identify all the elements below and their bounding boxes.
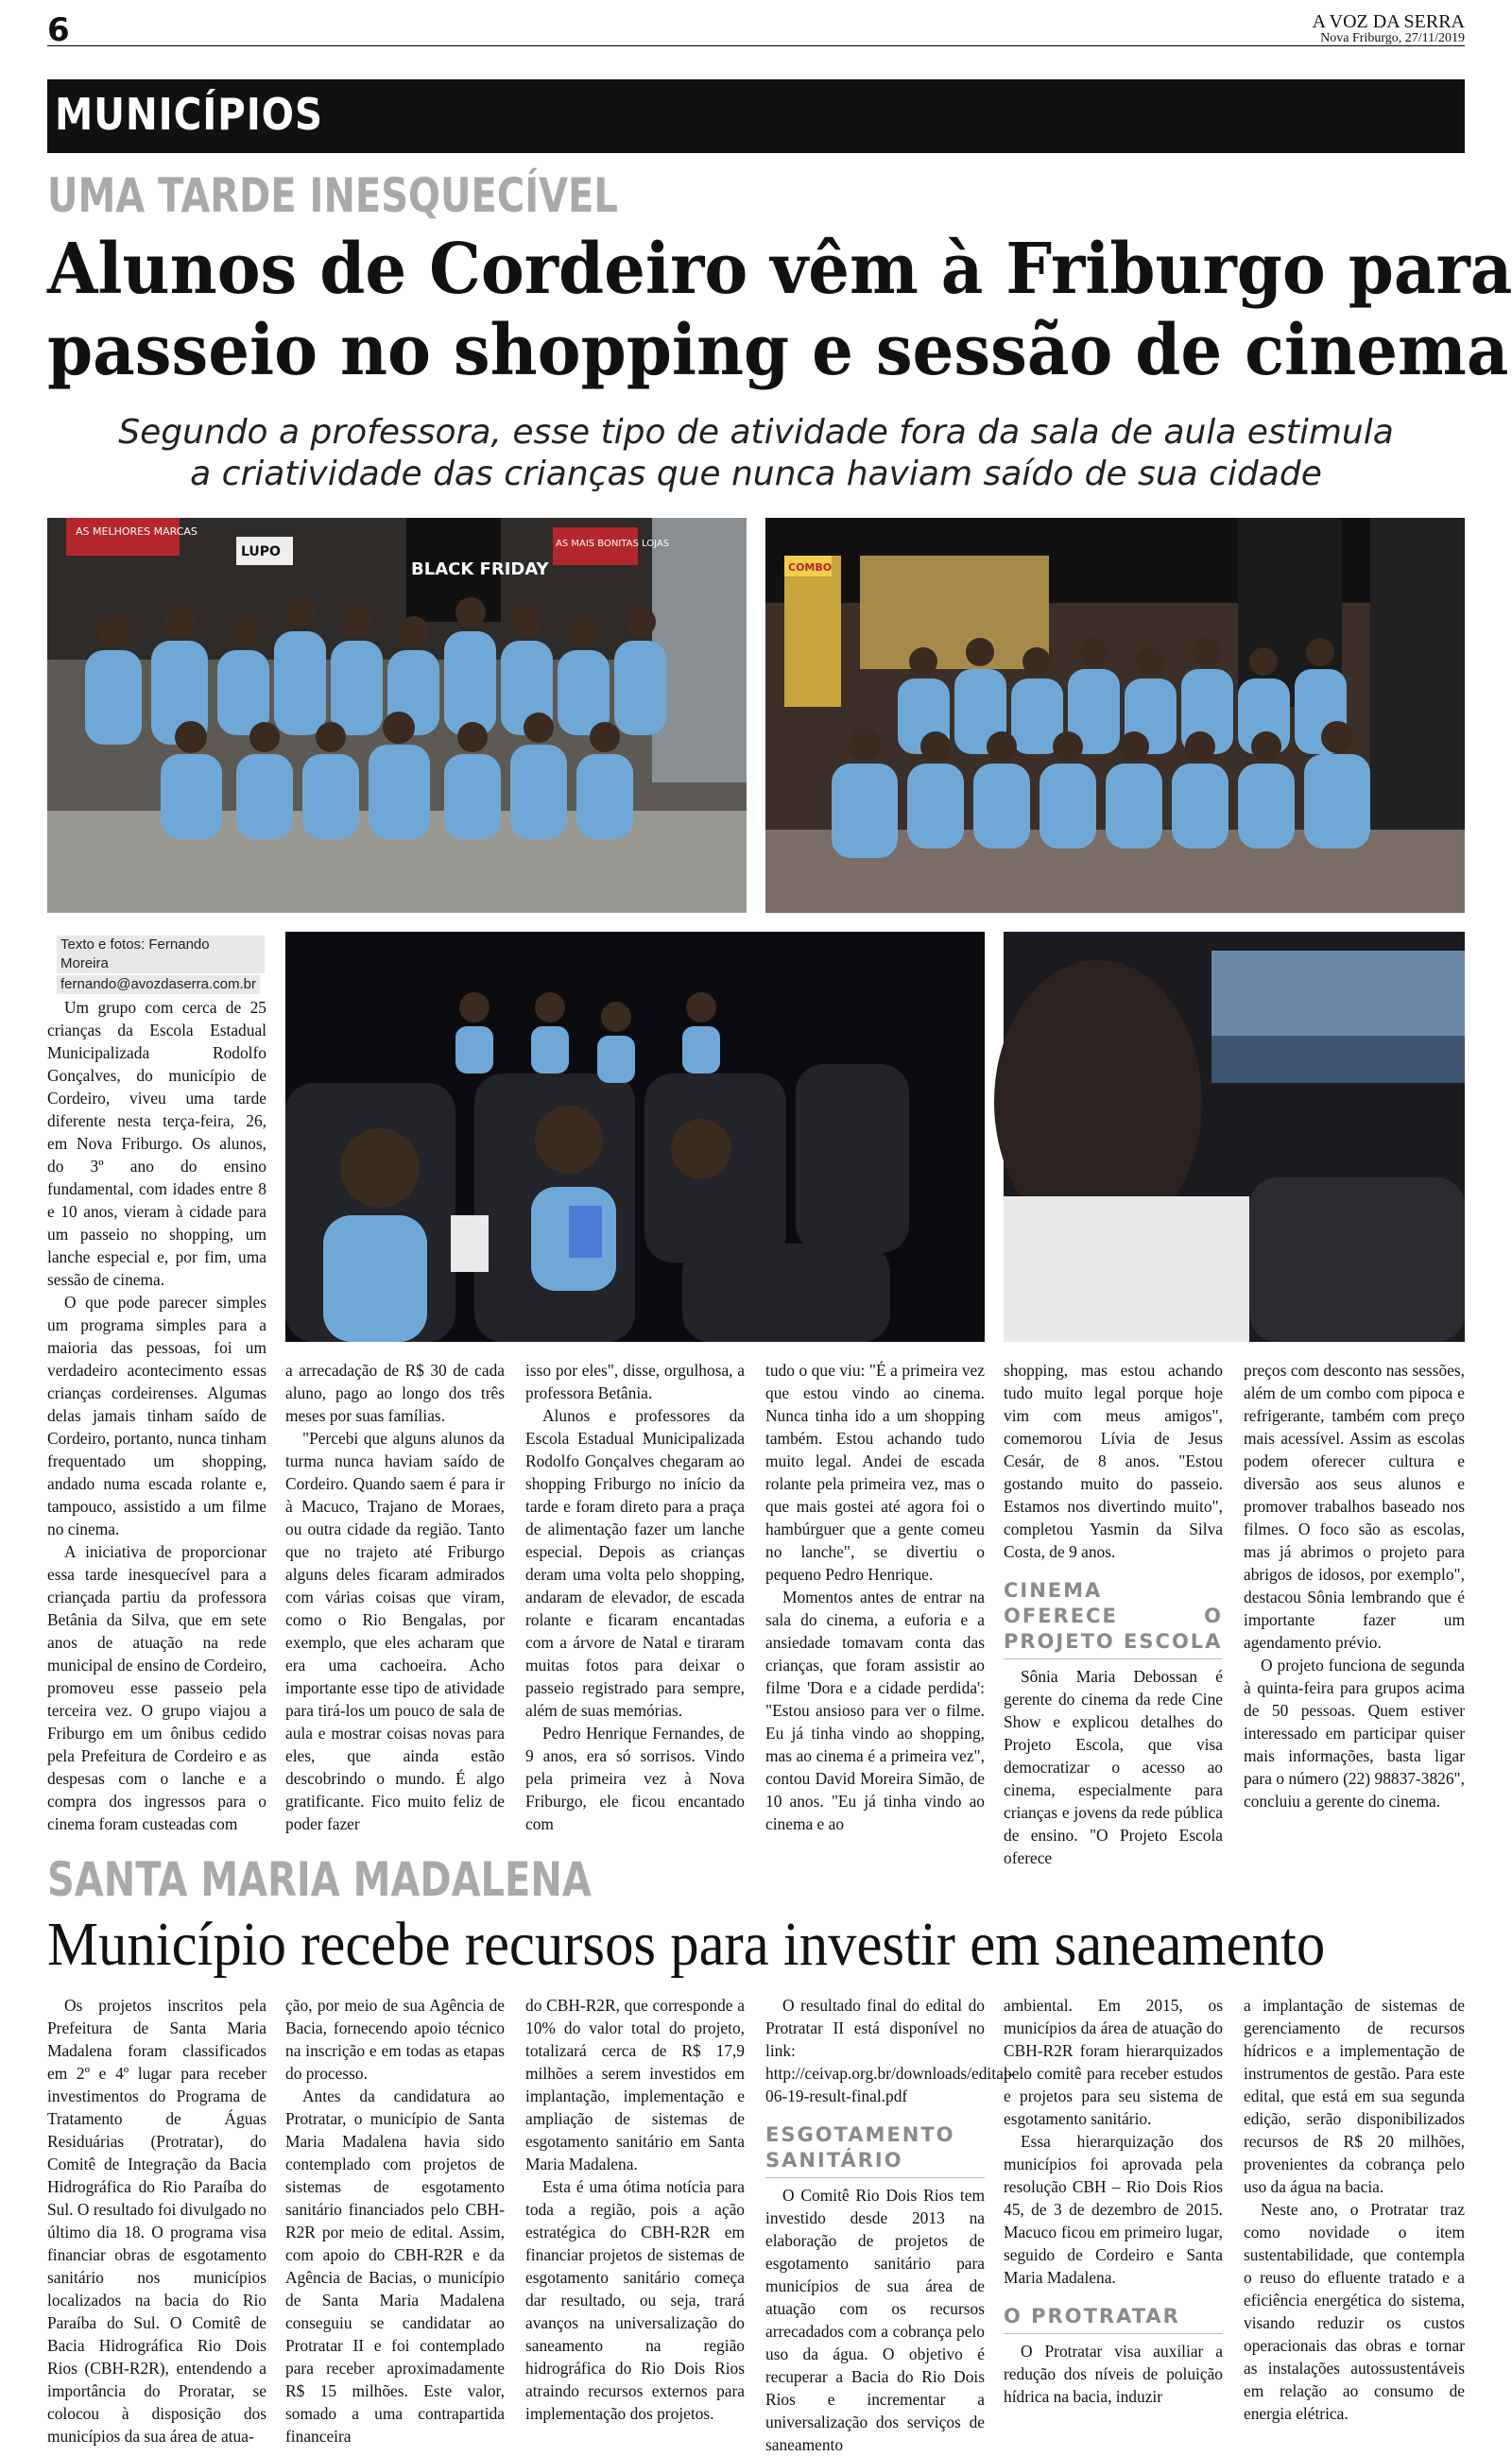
paragraph: O Comitê Rio Dois Rios tem investido desde 2013 na elaboração de projetos de esgotamento sanitário para municípios de sua área de atuação com os recursos arrecadados com a cobrança pelo uso da água. O objetivo é recuperar a Bacia do Rio Dois Rios e incrementar a universalização dos serviços de saneamento — [765, 2186, 985, 2454]
photo-group-cinema-lobby-image — [765, 518, 1465, 913]
paragraph: O que pode parecer simples um programa simples para a maioria das pessoas, foi um verdadeiro acontecimento essas crianças cordeirenses. Algumas delas jamais tinham saído de Cordeiro, portanto, nunca tinham frequentado um shopping, andado numa escada rolante e, tampouco, assistido a um filme no cinema. — [47, 1293, 266, 1538]
article2-column-2 — [285, 1994, 505, 2447]
paragraph: Os projetos inscritos pela Prefeitura de Santa Maria Madalena foram classificados em 2º e 4º lugar para receber investimentos do Programa de Tratamento de Águas Residuárias (Protratar), do Comitê de Integração da Bacia Hidrográfica do Rio Paraíba do Sul. O resultado foi divulgado no último dia 18. O programa visa financiar obras de esgotamento sanitário nos municípios localizados na bacia do Rio Paraíba do Sul. O Comitê de Bacia Hidrográfica Rio Dois Rios (CBH-R2R), entendendo a importância do Proratar, se colocou à disposição dos municípios da sua área de atua- — [47, 1996, 266, 2446]
sign-lojas: AS MAIS BONITAS LOJAS — [556, 539, 670, 549]
paragraph: Momentos antes de entrar na sala do cinema, a euforia e a ansiedade tomavam conta das crianças, que foram assistir ao filme 'Dora e a cidade perdida': "Estou ansioso para ver o filme. Eu já tinha vindo ao shopping, mas ao cinema é a primeira vez", contou David Moreira Simão, de 10 anos. "Eu já tinha vindo ao cinema e ao — [765, 1588, 985, 1833]
sign-marcas: AS MELHORES MARCAS — [76, 525, 198, 538]
photo-group-mall — [47, 518, 747, 913]
article1-headline — [47, 229, 1512, 391]
article1-column-2 — [285, 1359, 505, 1831]
paragraph: A iniciativa de proporcionar essa tarde inesquecível para a criançada partiu da professora Betânia da Silva, que em sete anos de atuação na rede municipal de ensino de Cordeiro, promoveu esse passeio pela terceira vez. O grupo viajou a Friburgo em um ônibus cedido pela Prefeitura de Cordeiro e as despesas com o lanche e a compra dos ingressos para o cinema foram custeadas com — [47, 1542, 266, 1833]
paragraph: isso por eles", disse, orgulhosa, a professora Betânia. — [525, 1361, 745, 1402]
paragraph: Alunos e professores da Escola Estadual Municipalizada Rodolfo Gonçalves chegaram ao shopping Friburgo no início da tarde e foram direto para a praça de alimentação fazer um lanche especial. Depois as crianças deram uma volta pelo shopping, andaram de elevador, de escada rolante e ficaram encantadas com a árvore de Natal e tiraram muitas fotos para deixar o passeio registrado para sempre, além de suas memórias. — [525, 1406, 745, 1720]
subhead-cinema: CINEMA OFERECE O PROJETO ESCOLA — [1004, 1578, 1223, 1659]
article1-column-3 — [525, 1359, 745, 1831]
subhead-protratar: O PROTRATAR — [1004, 2304, 1223, 2334]
page-number: 6 — [47, 11, 70, 49]
section-title: MUNICÍPIOS — [55, 89, 323, 140]
paragraph: preços com desconto nas sessões, além de um combo com pipoca e refrigerante, também com preço mais acessível. Assim as escolas podem oferecer cultura e diversão aos seus alunos e promover trabalhos baseado nos filmes. O foco são as escolas, mas já abrimos o projeto para abrigos de idosos, por exemplo", destacou Sônia lembrando que é importante fazer um agendamento prévio. — [1244, 1361, 1465, 1652]
photo-group-cinema-lobby — [765, 518, 1465, 913]
paragraph: shopping, mas estou achando tudo muito legal porque hoje vim com meus amigos", comemorou Lívia de Jesus Cesár, de 8 anos. "Estou gostando muito do passeio. Estamos nos divertindo muito", completou Yasmin da Silva Costa, de 9 anos. — [1004, 1361, 1223, 1561]
header-rule — [47, 45, 1465, 46]
masthead — [1313, 13, 1465, 47]
paragraph: Neste ano, o Protratar traz como novidade o item sustentabilidade, que contempla o reuso do efluente tratado e a eficiência energética do sistema, visando reduzir os custos operacionais das obras e tornar as instalações autossustentáveis em relação ao consumo de energia elétrica. — [1244, 2200, 1465, 2423]
article1-kicker: UMA TARDE INESQUECÍVEL — [47, 168, 618, 223]
article1-deck — [47, 412, 1465, 495]
paragraph: a implantação de sistemas de gerenciamento de recursos hídricos e a implementação de instrumentos de gestão. Para este edital, que está em sua segunda edição, serão disponibilizados recursos de R$ 20 milhões, provenientes da cobrança pelo uso da água na bacia. — [1244, 1996, 1465, 2196]
article1-column-4 — [765, 1359, 985, 1831]
paragraph: O Protratar visa auxiliar a redução dos níveis de poluição hídrica na bacia, induzir — [1004, 2342, 1223, 2406]
deck-line2: a criatividade das crianças que nunca haviam saído de sua cidade — [190, 455, 1322, 493]
credit-email: fernando@avozdaserra.com.br — [57, 975, 260, 994]
headline-line2: passeio no shopping e sessão de cinema — [47, 310, 1509, 391]
paragraph: O resultado final do edital do Protratar II está disponível no link: http://ceivap.org.br/downloads/edital-06-19-result-final.pdf — [765, 1996, 1014, 2105]
photo-kids-theater — [285, 932, 985, 1342]
credit-author: Texto e fotos: Fernando Moreira — [57, 936, 265, 973]
article1-column-6 — [1244, 1359, 1465, 1831]
subhead-esgotamento: ESGOTAMENTO SANITÁRIO — [765, 2122, 985, 2178]
paragraph: Antes da candidatura ao Protratar, o município de Santa Maria Madalena havia sido contemplado com projetos de sistemas de esgotamento sanitário financiados pelo CBH-R2R por meio de edital. Assim, com apoio do CBH-R2R e da Agência de Bacias, o município de Santa Maria Madalena conseguiu se candidatar ao Protratar II e foi contemplado para receber aproximadamente R$ 15 milhões. Este valor, somado a uma contrapartida financeira — [285, 2087, 505, 2446]
paragraph: ambiental. Em 2015, os municípios da área de atuação do CBH-R2R foram hierarquizados pelo comitê para receber estudos e projetos para seu sistema de esgotamento sanitário. — [1004, 1996, 1223, 2128]
paragraph: Essa hierarquização dos municípios foi aprovada pela resolução CBH – Rio Dois Rios 45, de 3 de dezembro de 2015. Macuco ficou em primeiro lugar, seguido de Cordeiro e Santa Maria Madalena. — [1004, 2132, 1223, 2287]
article2-column-5 — [1004, 1994, 1223, 2447]
article1-column-1 — [47, 996, 266, 1833]
article2-column-6 — [1244, 1994, 1465, 2447]
sign-lupo: LUPO — [241, 544, 281, 559]
photo-credit — [57, 936, 265, 996]
headline-line1: Alunos de Cordeiro vêm à Friburgo para — [47, 229, 1512, 310]
article2-column-1 — [47, 1994, 266, 2447]
paragraph: Pedro Henrique Fernandes, de 9 anos, era só sorrisos. Vindo pela primeira vez à Nova Friburgo, ele ficou encantado com — [525, 1724, 745, 1833]
masthead-dateline: Nova Friburgo, 27/11/2019 — [1320, 31, 1465, 45]
photo-boy-screen-image — [1004, 932, 1465, 1342]
paragraph: a arrecadação de R$ 30 de cada aluno, pago ao longo dos três meses por suas famílias. — [285, 1361, 505, 1425]
paragraph: Um grupo com cerca de 25 crianças da Escola Estadual Municipalizada Rodolfo Gonçalves, do município de Cordeiro, viveu uma tarde diferente nesta terça-feira, 26, em Nova Friburgo. Os alunos, do 3º ano do ensino fundamental, com idades entre 8 e 10 anos, vieram à cidade para um passeio no shopping, um lanche especial e, por fim, uma sessão de cinema. — [47, 998, 266, 1289]
masthead-name: A VOZ DA SERRA — [1312, 11, 1465, 32]
article2-headline: Município recebe recursos para investir em saneamento — [47, 1910, 1326, 1979]
article1-column-5 — [1004, 1359, 1223, 1867]
photo-group-mall-image — [47, 518, 747, 913]
paragraph: tudo o que viu: "É a primeira vez que estou vindo ao cinema. Nunca tinha ido a um shopping também. Estou achando tudo muito legal. Andei de escada rolante pela primeira vez, mas o que mais gostei até agora foi o hambúrguer que a gente comeu no lanche", se divertiu o pequeno Pedro Henrique. — [765, 1361, 985, 1584]
sign-black-friday: BLACK FRIDAY — [411, 559, 549, 579]
photo-boy-screen — [1004, 932, 1465, 1342]
deck-line1: Segundo a professora, esse tipo de atividade fora da sala de aula estimula — [118, 413, 1394, 452]
sign-combo: COMBO — [788, 561, 833, 574]
article2-column-3 — [525, 1994, 745, 2447]
section-bar — [47, 79, 1465, 153]
paragraph: ção, por meio de sua Agência de Bacia, fornecendo apoio técnico na inscrição e em todas as etapas do processo. — [285, 1996, 505, 2083]
paragraph: do CBH-R2R, que corresponde a 10% do valor total do projeto, totalizará cerca de R$ 17,9 milhões a serem investidos em implantação, implementação e ampliação de sistemas de esgotamento sanitário em Santa Maria Madalena. — [525, 1996, 745, 2173]
paragraph: Sônia Maria Debossan é gerente do cinema da rede Cine Show e explicou detalhes do Projeto Escola, que visa democratizar o acesso ao cinema, especialmente para crianças e jovens da rede pública de ensino. "O Projeto Escola oferece — [1004, 1667, 1223, 1867]
paragraph: O projeto funciona de segunda à quinta-feira para grupos acima de 50 pessoas. Quem estiver interessado em participar quiser mais informações, basta ligar para o número (22) 98837-3826", concluiu a gerente do cinema. — [1244, 1656, 1465, 1811]
paragraph: Esta é uma ótima notícia para toda a região, pois a ação estratégica do CBH-R2R em financiar projetos de sistemas de esgotamento sanitário começa dar resultado, ou seja, trará avanços na universalização do saneamento na região hidrográfica do Rio Dois Rios atraindo recursos externos para implementação dos projetos. — [525, 2177, 745, 2423]
photo-kids-theater-image — [285, 932, 985, 1342]
article2-column-4 — [765, 1994, 1014, 2454]
article2-kicker: SANTA MARIA MADALENA — [47, 1852, 592, 1907]
paragraph: "Percebi que alguns alunos da turma nunca haviam saído de Cordeiro. Quando saem é para ir à Macuco, Trajano de Moraes, ou outra cidade da região. Tanto que no trajeto até Friburgo alguns deles ficaram admirados com várias coisas que viram, como o Rio Bengalas, por exemplo, que eles acharam que era uma cachoeira. Acho importante esse tipo de atividade para tirá-los um pouco de sala de aula e mostrar coisas novas para eles, que ainda estão descobrindo o mundo. É algo gratificante. Fico muito feliz de poder fazer — [285, 1429, 505, 1833]
